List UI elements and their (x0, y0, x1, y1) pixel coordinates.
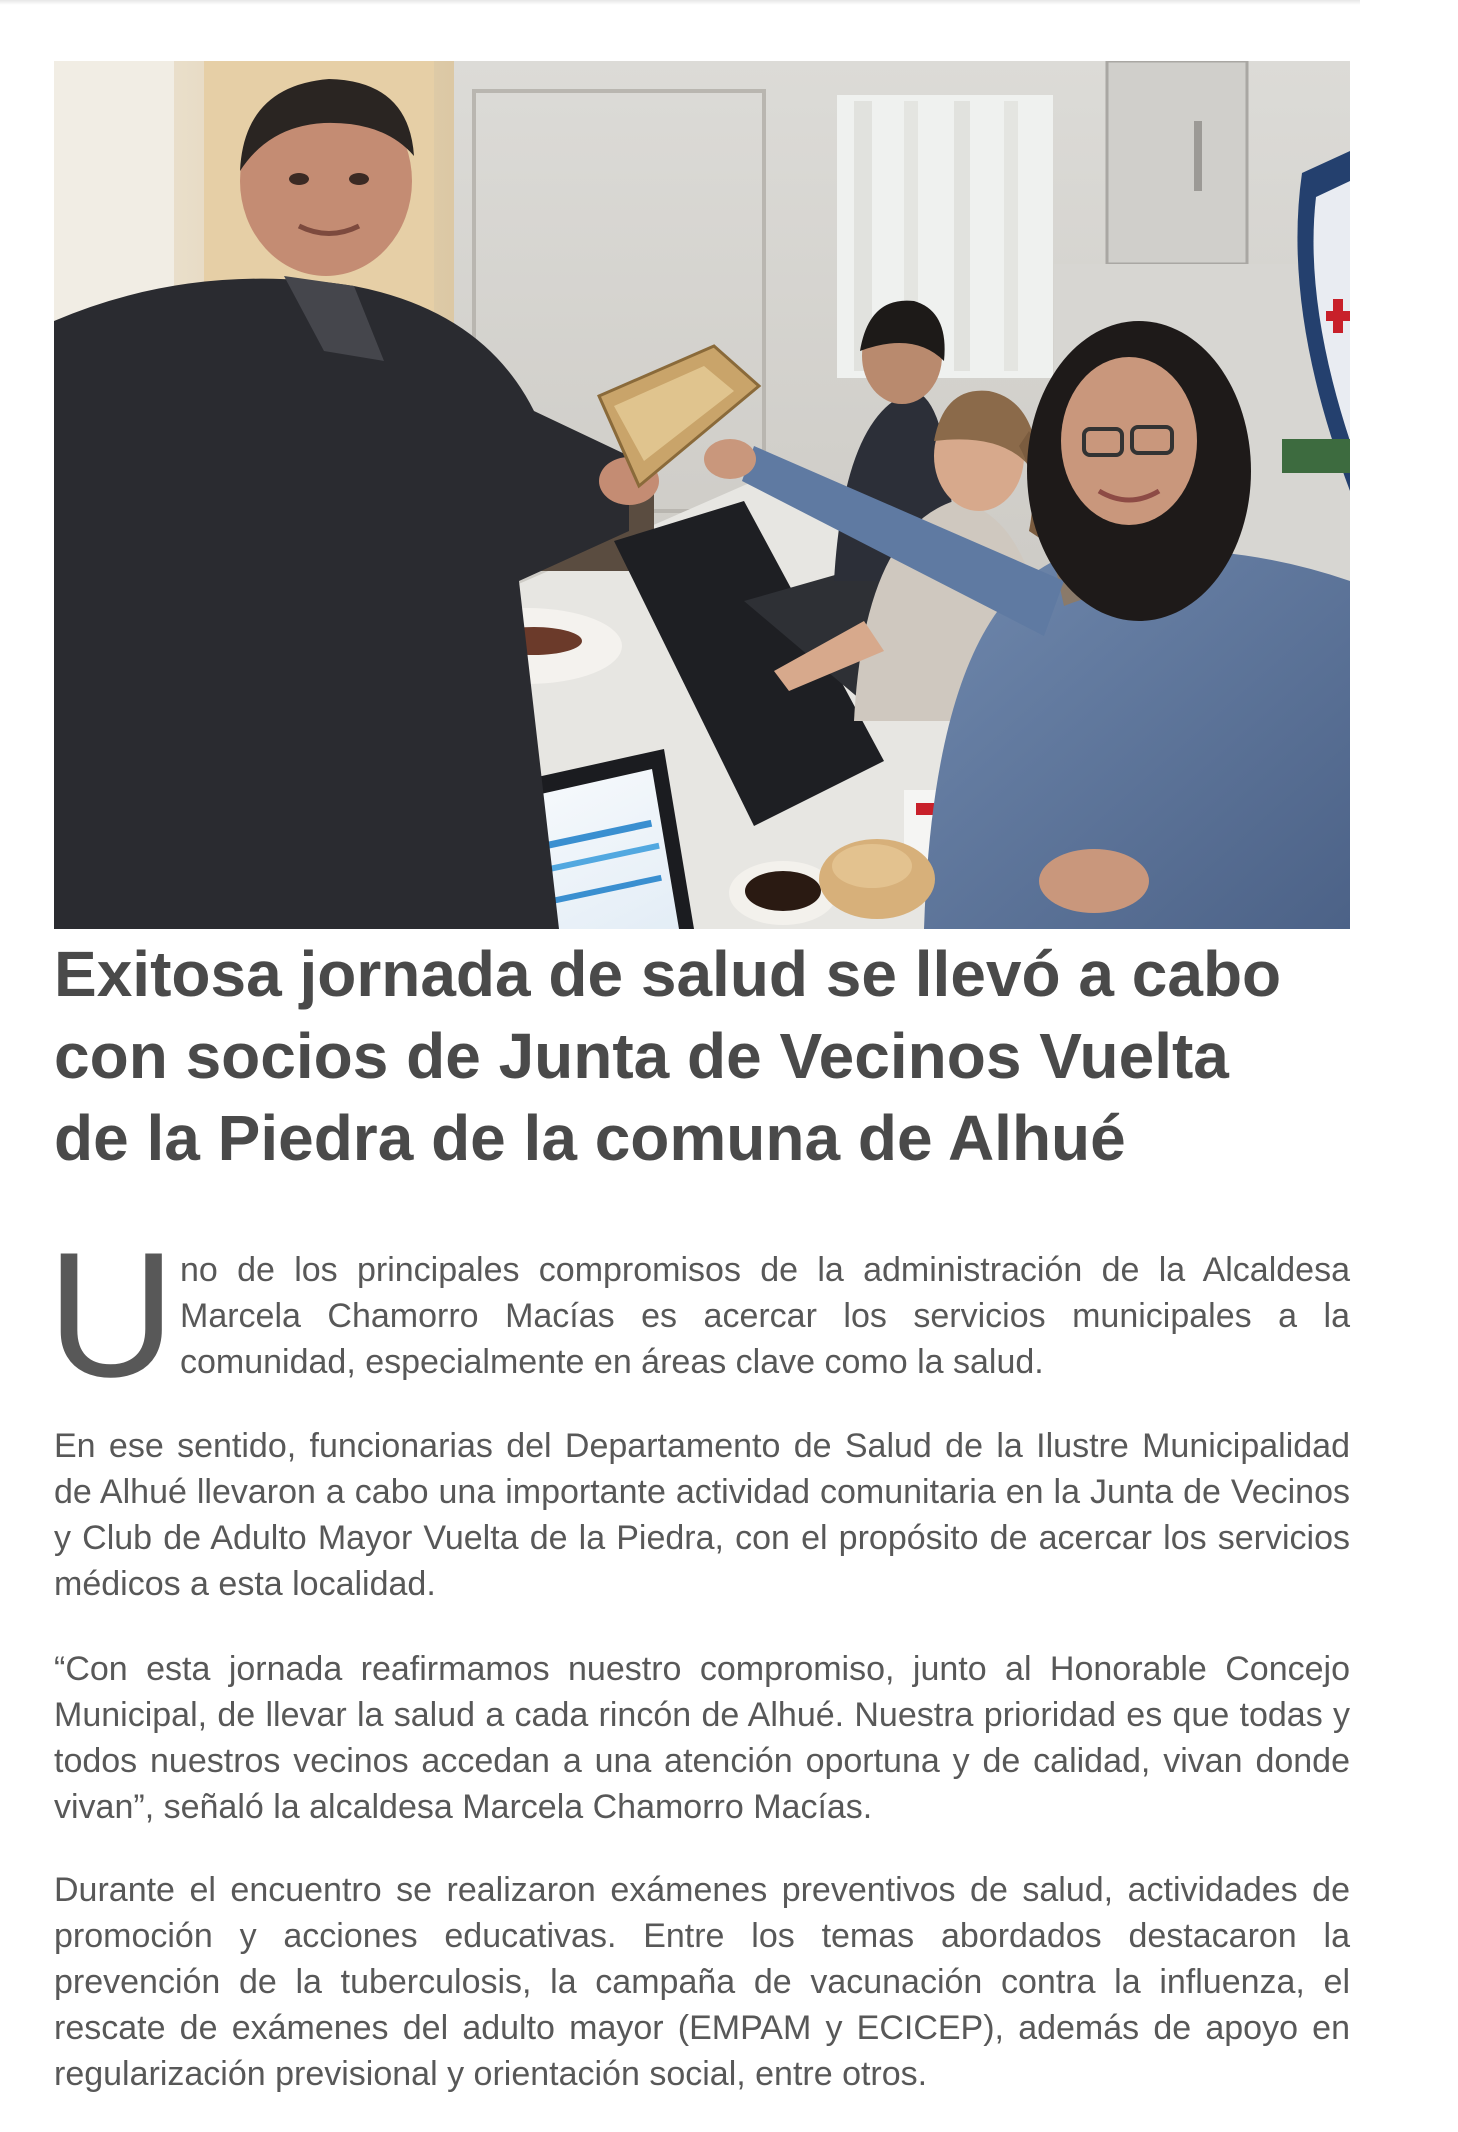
body-paragraph-quote: “Con esta jornada reafirmamos nuestro compromiso, junto al Honorable Concejo Municipal, de llevar la salud a cada rincón de Alhué. Nuestra prioridad es que todas y todos nuestros vecinos accedan a una atención oportuna y de calidad, vivan donde vivan”, señaló la alcaldesa Marcela Chamorro Macías. (54, 1650, 1350, 1826)
page-top-edge (0, 0, 1360, 5)
lead-paragraph (47, 1215, 1350, 1414)
article-photo (54, 61, 1350, 929)
lead-paragraph-text: no de los principales compromisos de la administración de la Alcaldesa Marcela Chamorro Macías es acercar los servicios municipales a la comunidad, especialmente en áreas clave como la salud. (180, 1251, 1350, 1381)
photo-scene (54, 61, 1350, 929)
drop-cap: U (47, 1215, 176, 1414)
body-paragraph-2: En ese sentido, funcionarias del Departamento de Salud de la Ilustre Municipalidad de Alhué llevaron a cabo una importante actividad comunitaria en la Junta de Vecinos y Club de Adulto Mayor Vuelta de la Piedra, con el propósito de acercar los servicios médicos a esta localidad. (54, 1427, 1350, 1603)
body-paragraph-4: Durante el encuentro se realizaron exámenes preventivos de salud, actividades de promoción y acciones educativas. Entre los temas abordados destacaron la prevención de la tuberculosis, la campaña de vacunación contra la influenza, el rescate de exámenes del adulto mayor (EMPAM y ECICEP), además de apoyo en regularización previsional y orientación social, entre otros. (54, 1871, 1350, 2093)
article-title: Exitosa jornada de salud se llevó a cabo con socios de Junta de Vecinos Vuelta de la Piedra de la comuna de Alhué (54, 938, 1282, 1174)
